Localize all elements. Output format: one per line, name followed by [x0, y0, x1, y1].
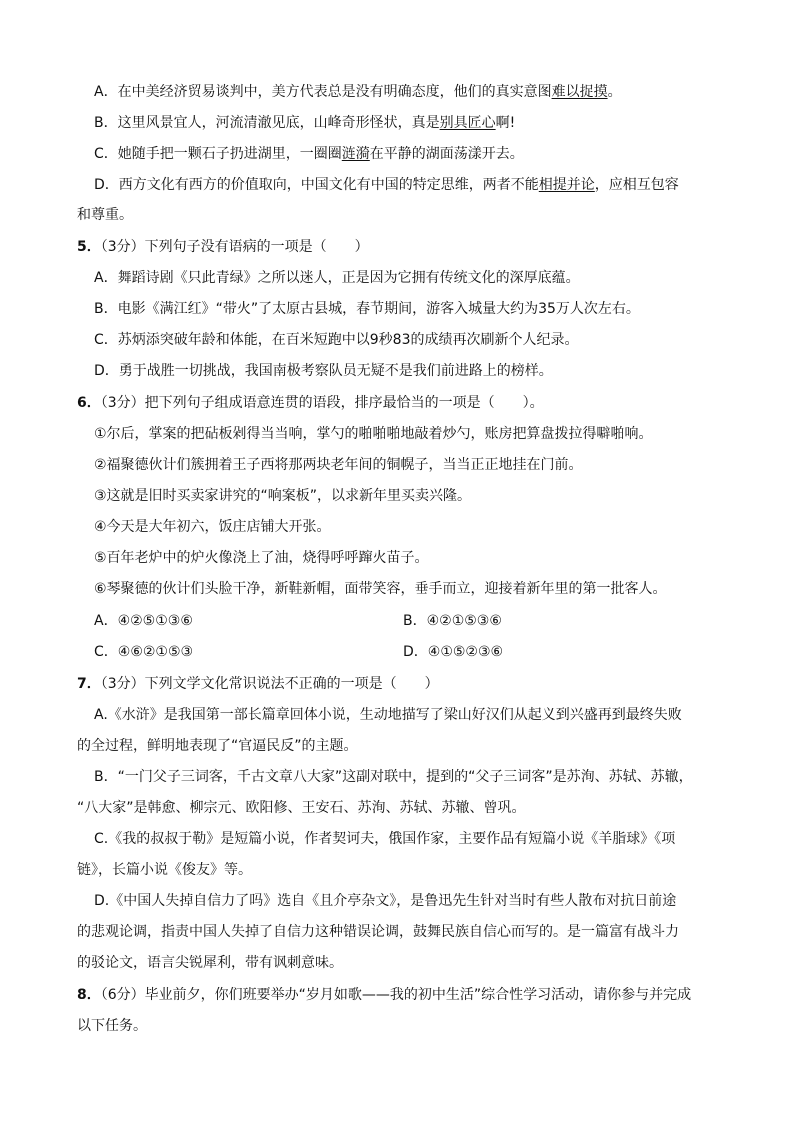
- q7-option-d: D.《中国人失掉自信力了吗》选自《且介亭杂文》，是鲁迅先生针对当时有些人散布对抗日前途: [94, 893, 677, 909]
- q7-number: 7．: [77, 676, 101, 692]
- q6-number: 6．: [77, 395, 101, 411]
- q8-stem-text: （6分）毕业前夕，你们班要举办“岁月如歌——我的初中生活”综合性学习活动，请你参与并完成: [100, 987, 692, 1003]
- q7-option-a-cont: 的全过程，鲜明地表现了“官逼民反”的主题。: [77, 738, 358, 754]
- q5-stem: [0, 237, 794, 257]
- q6-option-c: C．④⑥②①⑤③: [94, 644, 194, 660]
- q4-option-a-text: A．在中美经济贸易谈判中，美方代表总是没有明确态度，他们的真实意图: [94, 84, 552, 100]
- q4-option-d-text: D．西方文化有西方的价值取向，中国文化有中国的特定思维，两者不能: [94, 177, 539, 193]
- q5-option-a: A．舞蹈诗剧《只此青绿》之所以迷人，正是因为它拥有传统文化的深厚底蕴。: [94, 270, 580, 286]
- q6-sentence-4: ④今天是大年初六，饭庄店铺大开张。: [94, 519, 331, 535]
- q7-option-c-cont: 链》，长篇小说《俊友》等。: [77, 862, 252, 878]
- q7-option-b: B．“一门父子三词客，千古文章八大家”这副对联中，提到的“父子三词客”是苏洵、苏轼、苏辙，: [94, 769, 693, 785]
- q7-stem-text: （3分）下列文学文化常识说法不正确的一项是（ ）: [100, 676, 439, 692]
- q7-option-a: A.《水浒》是我国第一部长篇章回体小说，生动地描写了梁山好汉们从起义到兴盛再到最终失败: [94, 707, 682, 723]
- q8-stem: [0, 985, 794, 1005]
- q4-option-b: [0, 113, 794, 133]
- q4-option-b-underlined: 别具匠心: [439, 115, 496, 131]
- q5-stem-text: （3分）下列句子没有语病的一项是（ ）: [100, 239, 369, 255]
- q6-stem: [0, 393, 794, 413]
- q7-option-b-cont: “八大家”是韩愈、柳宗元、欧阳修、王安石、苏洵、苏轼、苏辙、曾巩。: [77, 800, 526, 816]
- q4-option-c-text: C．她随手把一颗石子扔进湖里，一圈圈: [94, 146, 342, 162]
- q6-sentence-3: ③这就是旧时买卖家讲究的“响案板”，以求新年里买卖兴隆。: [94, 488, 472, 504]
- q6-option-d: D．④①⑤②③⑥: [403, 644, 504, 660]
- q4-option-a: [0, 82, 794, 102]
- q5-option-c: C．苏炳添突破年龄和体能，在百米短跑中以9秒83的成绩再次刷新个人纪录。: [94, 332, 579, 348]
- q6-option-b: B．④②①⑤③⑥: [403, 613, 502, 629]
- q7-stem: [0, 674, 794, 694]
- q4-option-d-underlined: 相提并论: [538, 177, 595, 193]
- q6-sentence-5: ⑤百年老炉中的炉火像浇上了油，烧得呼呼蹿火苗子。: [94, 550, 429, 566]
- q4-option-b-text: B．这里风景宜人，河流清澈见底，山峰奇形怪状，真是: [94, 115, 440, 131]
- q5-option-b: B．电影《满江红》“带火”了太原古县城，春节期间，游客入城量大约为35万人次左右。: [94, 301, 640, 317]
- q7-option-d-cont-1: 的悲观论调，指责中国人失掉了自信力这种错误论调，鼓舞民族自信心而写的。是一篇富有战斗力: [77, 924, 679, 940]
- q6-sentence-1: ①尔后，掌案的把砧板剁得当当响，掌勺的啪啪啪地敲着炒勺，账房把算盘拨拉得噼啪响。: [94, 426, 653, 442]
- q4-option-a-end: 。: [607, 84, 622, 100]
- q5-number: 5．: [77, 239, 101, 255]
- q4-option-c: [0, 144, 794, 164]
- q4-option-d-end: ，应相互包容: [594, 177, 679, 193]
- q4-option-d: [0, 175, 794, 195]
- q4-option-c-end: 在平静的湖面荡漾开去。: [369, 146, 524, 162]
- q6-option-a: A．④②⑤①③⑥: [94, 613, 193, 629]
- q4-option-a-underlined: 难以捉摸: [551, 84, 608, 100]
- q8-stem-cont: 以下任务。: [77, 1018, 147, 1034]
- q4-option-b-end: 啊!: [495, 115, 516, 131]
- q6-sentence-6: ⑥琴聚德的伙计们头脸干净，新鞋新帽，面带笑容，垂手而立，迎接着新年里的第一批客人。: [94, 581, 667, 597]
- q6-sentence-2: ②福聚德伙计们簇拥着王子西将那两块老年间的铜幌子，当当正正地挂在门前。: [94, 457, 583, 473]
- q8-number: 8．: [77, 987, 101, 1003]
- q4-option-c-underlined: 涟漪: [341, 146, 370, 162]
- q7-option-c: C.《我的叔叔于勒》是短篇小说，作者契诃夫，俄国作家，主要作品有短篇小说《羊脂球》《项: [94, 831, 676, 847]
- q6-stem-text: （3分）把下列句子组成语意连贯的语段，排序最恰当的一项是（ ）。: [100, 395, 544, 411]
- q7-option-d-cont-2: 的驳论文，语言尖锐犀利，带有讽刺意味。: [77, 955, 343, 971]
- q5-option-d: D．勇于战胜一切挑战，我国南极考察队员无疑不是我们前进路上的榜样。: [94, 363, 553, 379]
- q4-option-d-cont: 和尊重。: [77, 207, 133, 223]
